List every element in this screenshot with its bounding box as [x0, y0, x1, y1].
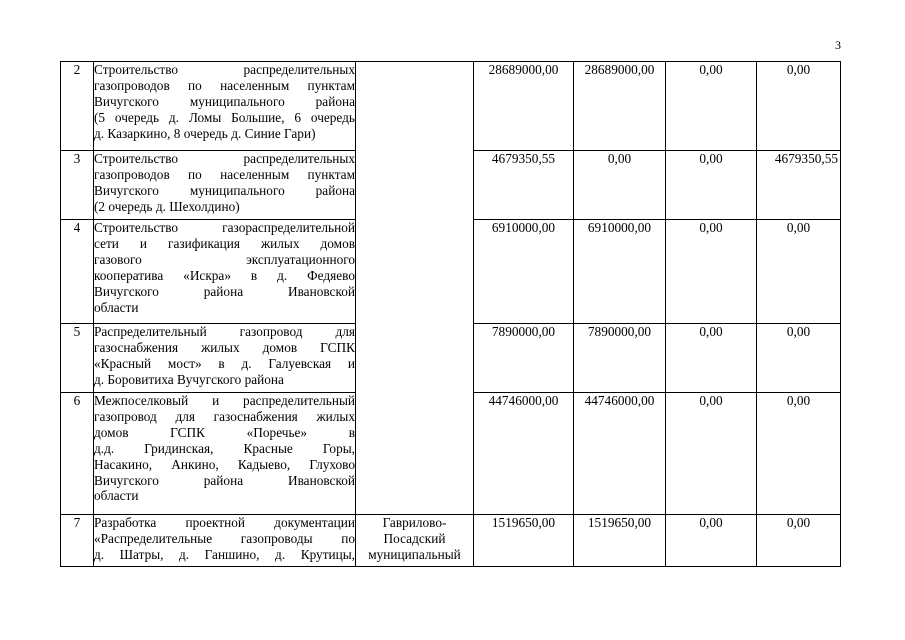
amount-col-2: 0,00 — [666, 220, 757, 324]
description-line: д. Казаркино, 8 очередь д. Синие Гари) — [94, 125, 316, 141]
object-description — [94, 151, 356, 220]
row-number: 6 — [61, 393, 94, 515]
row-number: 3 — [61, 151, 94, 220]
description-line: Вичугского района Ивановской — [94, 472, 355, 488]
description-line: (2 очередь д. Шехолдино) — [94, 198, 240, 214]
description-line: газоснабжения жилых домов ГСПК — [94, 339, 355, 355]
description-line: Вичугского муниципального района — [94, 182, 355, 198]
description-line: Вичугского района Ивановской — [94, 283, 355, 299]
budget-table — [60, 61, 841, 567]
amount-col-1: 1519650,00 — [574, 515, 666, 567]
amount-col-3: 0,00 — [757, 393, 841, 515]
description-line: газопроводов по населенным пунктам — [94, 166, 355, 182]
description-line: «Распределительные газопроводы по — [94, 530, 355, 546]
amount-col-3: 0,00 — [757, 515, 841, 567]
amount-col-1: 6910000,00 — [574, 220, 666, 324]
total-amount: 1519650,00 — [474, 515, 574, 567]
description-line: д. Шатры, д. Ганшино, д. Крутицы, — [94, 546, 355, 562]
total-amount: 6910000,00 — [474, 220, 574, 324]
total-amount: 4679350,55 — [474, 151, 574, 220]
amount-col-2: 0,00 — [666, 324, 757, 393]
description-line: Строительство распределительных — [94, 151, 355, 166]
total-amount: 44746000,00 — [474, 393, 574, 515]
amount-col-2: 0,00 — [666, 62, 757, 151]
amount-col-2: 0,00 — [666, 151, 757, 220]
object-description — [94, 62, 356, 151]
object-description — [94, 324, 356, 393]
description-line: области — [94, 299, 139, 315]
amount-col-3: 0,00 — [757, 62, 841, 151]
page-number: 3 — [835, 38, 841, 52]
amount-col-3: 4679350,55 — [757, 151, 841, 220]
amount-col-2: 0,00 — [666, 393, 757, 515]
row-number: 2 — [61, 62, 94, 151]
description-line: сети и газификация жилых домов — [94, 235, 355, 251]
object-description — [94, 393, 356, 515]
description-line: газопроводов по населенным пунктам — [94, 77, 355, 93]
description-line: кооператива «Искра» в д. Федяево — [94, 267, 355, 283]
amount-col-2: 0,00 — [666, 515, 757, 567]
description-line: «Красный мост» в д. Галуевская и — [94, 355, 355, 371]
description-line: Распределительный газопровод для — [94, 324, 355, 339]
total-amount: 7890000,00 — [474, 324, 574, 393]
amount-col-3: 0,00 — [757, 220, 841, 324]
amount-col-1: 28689000,00 — [574, 62, 666, 151]
amount-col-1: 7890000,00 — [574, 324, 666, 393]
total-amount: 28689000,00 — [474, 62, 574, 151]
description-line: д. Боровитиха Вучугского района — [94, 371, 284, 387]
description-line: Вичугского муниципального района — [94, 93, 355, 109]
municipality-cell — [356, 62, 474, 515]
description-line: (5 очередь д. Ломы Большие, 6 очередь — [94, 109, 355, 125]
description-line: газового эксплуатационного — [94, 251, 355, 267]
description-line: области — [94, 488, 139, 504]
table-body — [61, 62, 841, 567]
description-line: д.д. Гридинская, Красные Горы, — [94, 440, 355, 456]
row-number: 7 — [61, 515, 94, 567]
amount-col-1: 44746000,00 — [574, 393, 666, 515]
description-line: домов ГСПК «Поречье» в — [94, 424, 355, 440]
object-description — [94, 220, 356, 324]
description-line: Строительство распределительных — [94, 62, 355, 77]
table-row — [61, 515, 841, 567]
description-line: Строительство газораспределительной — [94, 220, 355, 235]
description-line: газопровод для газоснабжения жилых — [94, 408, 355, 424]
row-number: 5 — [61, 324, 94, 393]
description-line: Насакино, Анкино, Кадыево, Глухово — [94, 456, 355, 472]
description-line: Межпоселковый и распределительный — [94, 393, 355, 408]
description-line: Разработка проектной документации — [94, 515, 355, 530]
amount-col-3: 0,00 — [757, 324, 841, 393]
table-row — [61, 62, 841, 151]
municipality-cell: Гаврилово-Посадский муниципальный — [356, 515, 474, 567]
amount-col-1: 0,00 — [574, 151, 666, 220]
object-description — [94, 515, 356, 567]
row-number: 4 — [61, 220, 94, 324]
